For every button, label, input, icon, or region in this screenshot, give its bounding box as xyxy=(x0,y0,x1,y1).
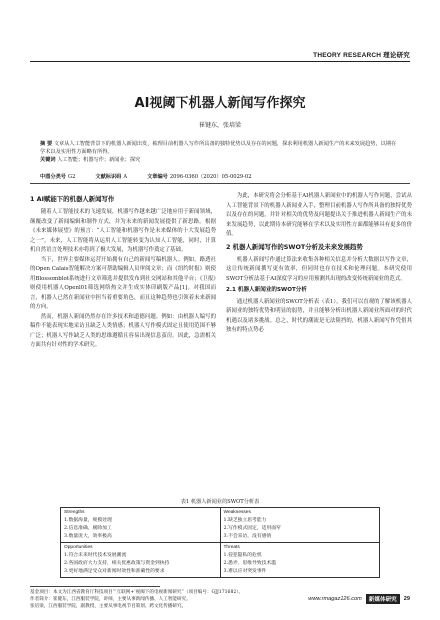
class-item: 文章编号 2096-0360（2020）05-0029-02 xyxy=(147,174,252,180)
strengths-cell: Strengths 1.数据海量，规模处理 2.信息准确，剔除加工 3.数量庞大，效率极高 xyxy=(61,508,221,543)
header-rule xyxy=(30,61,410,62)
paragraph: 为此，本研究将会分析基于AI机器人新闻业中的机器人写作问题，尝试从人工智能背景下的机器人新闻业入手，整理目前机器人写作所具备的独特优势以及存在的问题，并针对相关的优势及问题提出关于推进机器人新闻生产的未来发展趋势，以此期待本研究能够在学术以及实用性方面都能够具有更多的价值。 xyxy=(226,193,412,237)
article-title: AI视阈下机器人新闻写作探究 xyxy=(134,96,306,111)
authors: 崔键东，张培梁 xyxy=(198,122,241,129)
paragraph: 机器人新闻写作通过算法来收集各种相关信息并分析大数据以写作文章，这让传统新闻撰写更有效率，但同时也存在技术和伦理问题。本研究使用SWOT分析法基于AI深度学习的应用预测其出现的改变传统新闻业的范式。 xyxy=(226,256,412,282)
running-head: THEORY RESEARCH 理论研究 xyxy=(313,52,410,59)
swot-table xyxy=(60,507,380,578)
abstract-divider xyxy=(30,183,410,184)
keywords-label: 关键词 xyxy=(40,157,56,163)
left-column xyxy=(30,192,216,351)
abstract xyxy=(40,140,400,164)
abstract-label: 摘 要 xyxy=(40,141,53,147)
footer-magazine: 新媒体研究 xyxy=(366,594,400,604)
footnote-rule xyxy=(30,586,160,587)
right-column xyxy=(226,192,412,336)
page-number: 29 xyxy=(403,596,410,602)
opportunities-cell: Opportunities 1.符合未来时代技术发展潮流 2.各国政府大力支持，相关优惠政策与资金到执持 3.更好地满足受众对新闻时效性和准确性的要求 xyxy=(61,543,221,578)
weaknesses-cell: Weaknesses 1.缺乏独立思考能力 2.写作模式固定，适用面窄 3.不会采访，没有感情 xyxy=(220,508,380,543)
page-footer xyxy=(308,594,410,604)
paragraph: 然而，机器人新闻仍然存在许多技术和道德问题。例如：由机器人编写的稿件不能表现实地采访且缺乏人类情感；机器人写作模式固定且使用范围不够广泛；机器人写作缺乏人类的思维遵循且容易出现信息茧房。因此，急需相关方面共有针对性的学术研究。 xyxy=(30,313,216,348)
threats-cell: Threats 1.侵犯隐私的危机 2.愚弄、思维导致技术滥 3.难以应对突发事件 xyxy=(220,543,380,578)
footnote: 基金项目：本文为江西省教育厅科技项目“‘互联网+’视阈下的电视新闻研究”（项目编号：GJJ171682）。 作者简介：崔键东，江西服装学院，讲师，主要从事新闻传播、人工智能研究。 张培梁，江西服装学院，副教授，主要从事电视节目策划、跨文化传播研究。 xyxy=(30,590,244,609)
table-caption: 表1 机器人新闻业的SWOT分析表 xyxy=(180,499,260,505)
classification-line xyxy=(40,173,400,180)
class-item: 中图分类号 G2 xyxy=(40,174,76,180)
class-item: 文献标识码 A xyxy=(95,174,128,180)
section-heading: 1 AI赋能下的机器人新闻写作 xyxy=(30,195,115,203)
abstract-text: 文章从人工智能背景下的机器人新闻出发，梳理目前机器人写作所具备的独特优势以及存在的问题，探求利用机器人新闻生产的未来发展趋势，以期在学术以及实用性方面略有所得。 xyxy=(40,141,397,155)
paragraph: 随着人工智能技术的飞速发展，机器写作越来越广泛地应用于新闻领域，颠覆改变了新闻编辑和制作方式，并为未来的新闻发展提供了新思路。根据《未来媒体展望》的预言：“人工智能和机器写作是未来媒体的十大发展趋势之一”。未来，人工智能将从运用人工智能转变为认知人工智能，同时，计算机自然语言处理技术亦将到了极大发展，为机器写作奠定了基础。 xyxy=(30,209,216,253)
subsection-heading: 2.1 机器人新闻业的SWOT分析 xyxy=(226,287,307,293)
section-heading: 2 机器人新闻写作的SWOT分析及未来发展趋势 xyxy=(226,242,363,251)
keywords-text: 人工智能；机器写作；新闻业；探究 xyxy=(57,157,141,163)
footer-site: www.rmagaz126.com xyxy=(308,596,362,602)
paragraph: 通过机器人新闻业的SWOT分析表（表1），我们可以直观的了解该机器人新闻业的独特优势和明显的弱势，并且能够分析出机器人新闻业所面对的时代机遇以及诸多挑战。总之，时代的潮流是无法阻挡的，机器人新闻写作凭借其独有的特点势必 xyxy=(226,298,412,333)
paragraph: 当下，世界主要媒体运营开始拥有自己的新闻写稿机器人。例如，路透社的Open Calais智能解决方案可帮助编辑人员审阅文章；而《纽约时报》则使用Blossomblot系统进行文章筛选并提供发布到社交网站和其他平台；《卫报》则使用机器人Openl01筛选网络热文并生成实体印刷版产品[1]。对我国而言，机器人已然在新闻业中担当着重要角色，而且这种趋势也引领着未来新闻的方向。 xyxy=(30,256,216,310)
